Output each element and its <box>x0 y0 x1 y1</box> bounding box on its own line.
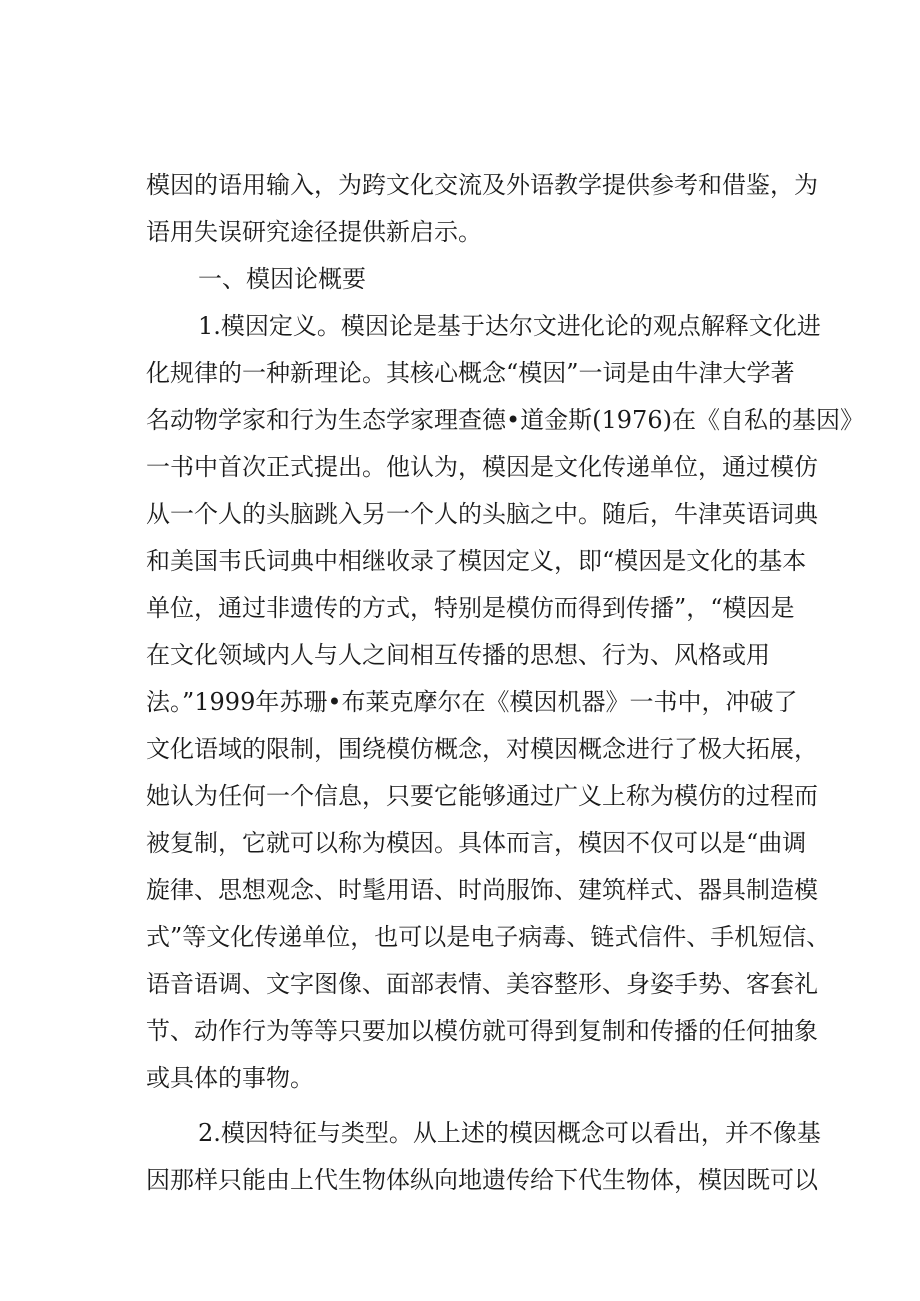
paragraph-1-line: 在文化领域内人与人之间相互传播的思想、行为、风格或用 <box>146 641 770 669</box>
paragraph-1-line: 被复制，它就可以称为模因。具体而言，模因不仅可以是“曲调 <box>146 829 807 857</box>
paragraph-1-line: 旋律、思想观念、时髦用语、时尚服饰、建筑样式、器具制造模 <box>146 876 818 904</box>
paragraph-1-line: 名动物学家和行为生态学家理查德•道金斯(1976)在《自私的基因》 <box>146 406 864 434</box>
paragraph-1-line: 化规律的一种新理论。其核心概念“模因”一词是由牛津大学著 <box>146 359 795 387</box>
paragraph-1-line: 文化语域的限制，围绕模仿概念，对模因概念进行了极大拓展， <box>146 735 818 763</box>
paragraph-1-line: 1.模因定义。模因论是基于达尔文进化论的观点解释文化进 <box>198 312 821 340</box>
paragraph-1-line: 式”等文化传递单位，也可以是电子病毒、链式信件、手机短信、 <box>146 923 831 951</box>
intro-line: 模因的语用输入，为跨文化交流及外语教学提供参考和借鉴，为 <box>146 171 818 199</box>
paragraph-1-line: 或具体的事物。 <box>146 1064 314 1092</box>
paragraph-1-line: 节、动作行为等等只要加以模仿就可得到复制和传播的任何抽象 <box>146 1017 818 1045</box>
paragraph-gap <box>146 1102 826 1110</box>
intro-line: 语用失误研究途径提供新启示。 <box>146 218 482 246</box>
paragraph-1-line: 一书中首次正式提出。他认为，模因是文化传递单位，通过模仿 <box>146 453 818 481</box>
paragraph-2-line: 2.模因特征与类型。从上述的模因概念可以看出，并不像基 <box>198 1119 821 1147</box>
body-text <box>146 162 864 1204</box>
paragraph-1-line: 从一个人的头脑跳入另一个人的头脑之中。随后，牛津英语词典 <box>146 500 818 528</box>
paragraph-1-line: 法。”1999年苏珊•布莱克摩尔在《模因机器》一书中，冲破了 <box>146 688 798 716</box>
paragraph-1-line: 她认为任何一个信息，只要它能够通过广义上称为模仿的过程而 <box>146 782 818 810</box>
paragraph-1-line: 单位，通过非遗传的方式，特别是模仿而得到传播”，“模因是 <box>146 594 795 622</box>
section-heading: 一、模因论概要 <box>198 265 366 293</box>
paragraph-1-line: 语音语调、文字图像、面部表情、美容整形、身姿手势、客套礼 <box>146 970 818 998</box>
paragraph-2-line: 因那样只能由上代生物体纵向地遗传给下代生物体，模因既可以 <box>146 1166 818 1194</box>
paragraph-1-line: 和美国韦氏词典中相继收录了模因定义，即“模因是文化的基本 <box>146 547 807 575</box>
